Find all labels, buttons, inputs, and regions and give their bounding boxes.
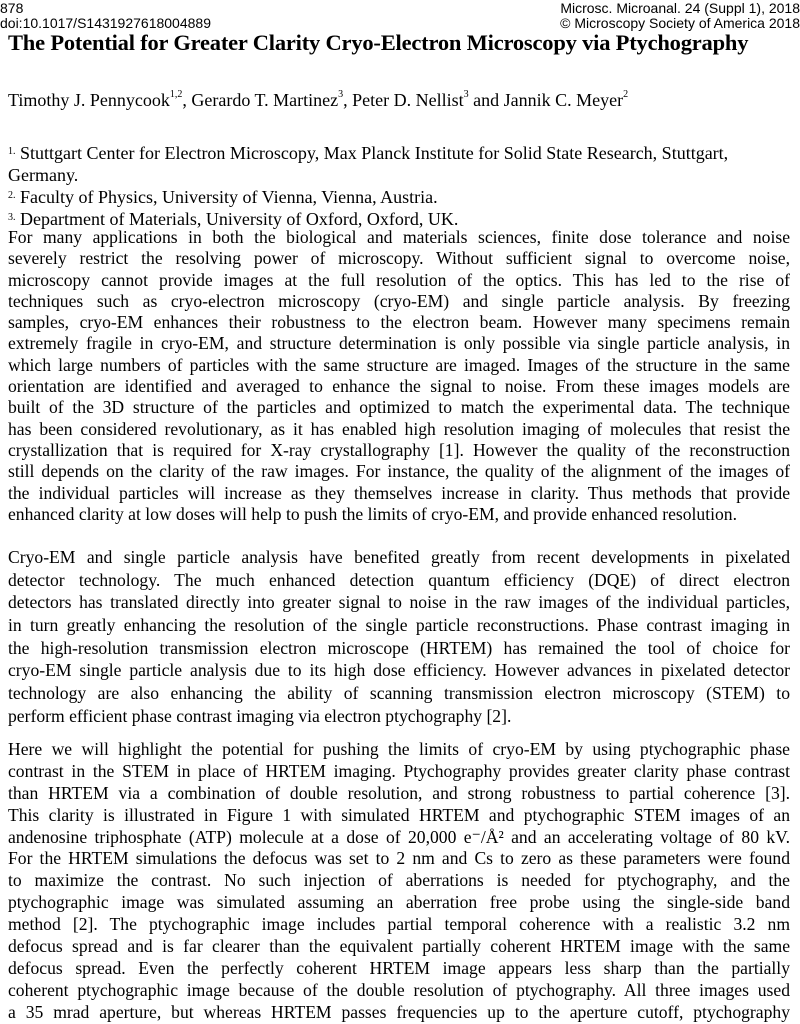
paragraph-line: ptychographic image was simulated assuming an aberration free probe using the single-side band (8, 892, 790, 913)
author-affiliation-marker: 1,2 (169, 89, 183, 100)
body-paragraph (8, 227, 790, 525)
paragraph-line: technology are also enhancing the ability of scanning transmission electron microscopy (STEM) to (8, 683, 790, 704)
paragraph-line: enhanced clarity at low doses will help to push the limits of cryo-EM, and provide enhanced resolution. (8, 503, 737, 524)
copyright: © Microscopy Society of America 2018 (560, 15, 800, 31)
paragraph-line: Here we will highlight the potential for pushing the limits of cryo-EM by using ptychographic phase (8, 739, 790, 759)
author-affiliation-marker: 3 (463, 89, 469, 100)
paragraph-line: This clarity is illustrated in Figure 1 with simulated HRTEM and ptychographic STEM images of an (8, 804, 790, 825)
paragraph-line: For the HRTEM simulations the defocus was set to 2 nm and Cs to zero as these parameters were found (8, 848, 790, 869)
paragraph-line: detectors has translated directly into greater signal to noise in the raw images of the individual particles, (8, 592, 790, 613)
paragraph-line: microscopy cannot provide images at the full resolution of the optics. This has led to the rise of (8, 269, 790, 290)
paragraph-line: in turn greatly enhancing the resolution of the single particle reconstructions. Phase contrast imaging in (8, 615, 790, 636)
author-separator: and (468, 90, 504, 110)
author-name: Timothy J. Pennycook (8, 90, 170, 110)
journal-citation: Microsc. Microanal. 24 (Suppl 1), 2018 (560, 0, 800, 16)
paper-title: The Potential for Greater Clarity Cryo-Electron Microscopy via Ptychography (8, 30, 749, 55)
affiliation-marker: 2. (8, 190, 16, 201)
page-number: 878 (0, 0, 24, 16)
paragraph-line: orientation are identified and averaged to enhance the signal to noise. From these images models are (8, 376, 790, 397)
author-list (8, 90, 628, 111)
affiliation-line (8, 142, 728, 164)
author-name: Jannik C. Meyer (503, 90, 624, 110)
author-affiliation-marker: 3 (338, 89, 344, 100)
paragraph-line: crystallization that is required for X-ray crystallography [1]. However the quality of the reconstruction (8, 439, 790, 460)
affiliation-line (8, 186, 728, 208)
paragraph-line: the high-resolution transmission electron microscope (HRTEM) has remained the tool of choice for (8, 637, 790, 658)
affiliation-text: Stuttgart Center for Electron Microscopy, Max Planck Institute for Solid State Research, Stuttgart, (15, 143, 729, 163)
paragraph-line: techniques such as cryo-electron microscopy (cryo-EM) and single particle analysis. By freezing (8, 290, 790, 311)
paragraph-line: built of the 3D structure of the particles and optimized to match the experimental data. The technique (8, 397, 790, 418)
paragraph-line: cryo-EM single particle analysis due to its high dose efficiency. However advances in pixelated detector (8, 660, 790, 681)
paragraph-line: coherent ptychographic image because of the double resolution of ptychography. All three images used (8, 979, 790, 1000)
paragraph-line: than HRTEM via a combination of double resolution, and strong robustness to partial coherence [3]. (8, 782, 790, 803)
paragraph-line: detector technology. The much enhanced detection quantum efficiency (DQE) of direct electron (8, 569, 790, 590)
paragraph-line: severely restrict the resolving power of microscopy. Without sufficient signal to overcome noise, (8, 248, 790, 269)
author-name: Peter D. Nellist (352, 90, 464, 110)
paragraph-line: perform efficient phase contrast imaging via electron ptychography [2]. (8, 705, 512, 726)
author-affiliation-marker: 2 (623, 89, 629, 100)
paragraph-line: samples, cryo-EM enhances their robustness to the electron beam. However many specimens remain (8, 312, 790, 333)
paragraph-line: defocus spread and is far clearer than the equivalent partially coherent HRTEM image with the same (8, 936, 790, 957)
body-paragraph (8, 739, 790, 1024)
affiliation-list (8, 142, 728, 230)
affiliation-line (8, 164, 728, 186)
author-name: Gerardo T. Martinez (191, 90, 339, 110)
affiliation-text: Germany. (8, 165, 79, 185)
paragraph-line: For many applications in both the biological and materials sciences, finite dose tolerance and noise (8, 227, 790, 247)
author-separator: , (343, 90, 353, 110)
body-paragraph (8, 546, 790, 728)
affiliation-marker: 3. (8, 212, 16, 223)
paragraph-line: to maximize the contrast. No such injection of aberrations is needed for ptychography, and the (8, 870, 790, 891)
affiliation-text: Faculty of Physics, University of Vienna, Vienna, Austria. (15, 187, 438, 207)
paragraph-line: Cryo-EM and single particle analysis have benefited greatly from recent developments in pixelated (8, 547, 790, 567)
paragraph-line: defocus spread. Even the perfectly coherent HRTEM image appears less sharp than the partially (8, 957, 790, 978)
doi: doi:10.1017/S1431927618004889 (0, 15, 211, 31)
paragraph-line: which large numbers of particles with the same structure are imaged. Images of the structure in the same (8, 354, 790, 375)
paragraph-line: extremely fragile in cryo-EM, and structure determination is only possible via single particle analysis, in (8, 333, 790, 354)
paragraph-line: a 35 mrad aperture, but whereas HRTEM passes frequencies up to the aperture cutoff, ptychography (8, 1001, 790, 1022)
paragraph-line: still depends on the clarity of the raw images. For instance, the quality of the alignment of the images of (8, 461, 790, 482)
paragraph-line: has been considered revolutionary, as it has enabled high resolution imaging of molecules that resist the (8, 418, 790, 439)
paragraph-line: the individual particles will increase as they themselves increase in clarity. Thus methods that provide (8, 482, 790, 503)
affiliation-marker: 1. (8, 146, 16, 157)
paragraph-line: contrast in the STEM in place of HRTEM imaging. Ptychography provides greater clarity phase contrast (8, 760, 790, 781)
author-separator: , (182, 90, 192, 110)
paragraph-line: method [2]. The ptychographic image includes partial temporal coherence with a realistic 3.2 nm (8, 914, 790, 935)
paragraph-line: andenosine triphosphate (ATP) molecule at a dose of 20,000 e⁻/Å² and an accelerating voltage of 80 kV. (8, 826, 790, 847)
affiliation-text: Department of Materials, University of Oxford, Oxford, UK. (15, 209, 459, 229)
